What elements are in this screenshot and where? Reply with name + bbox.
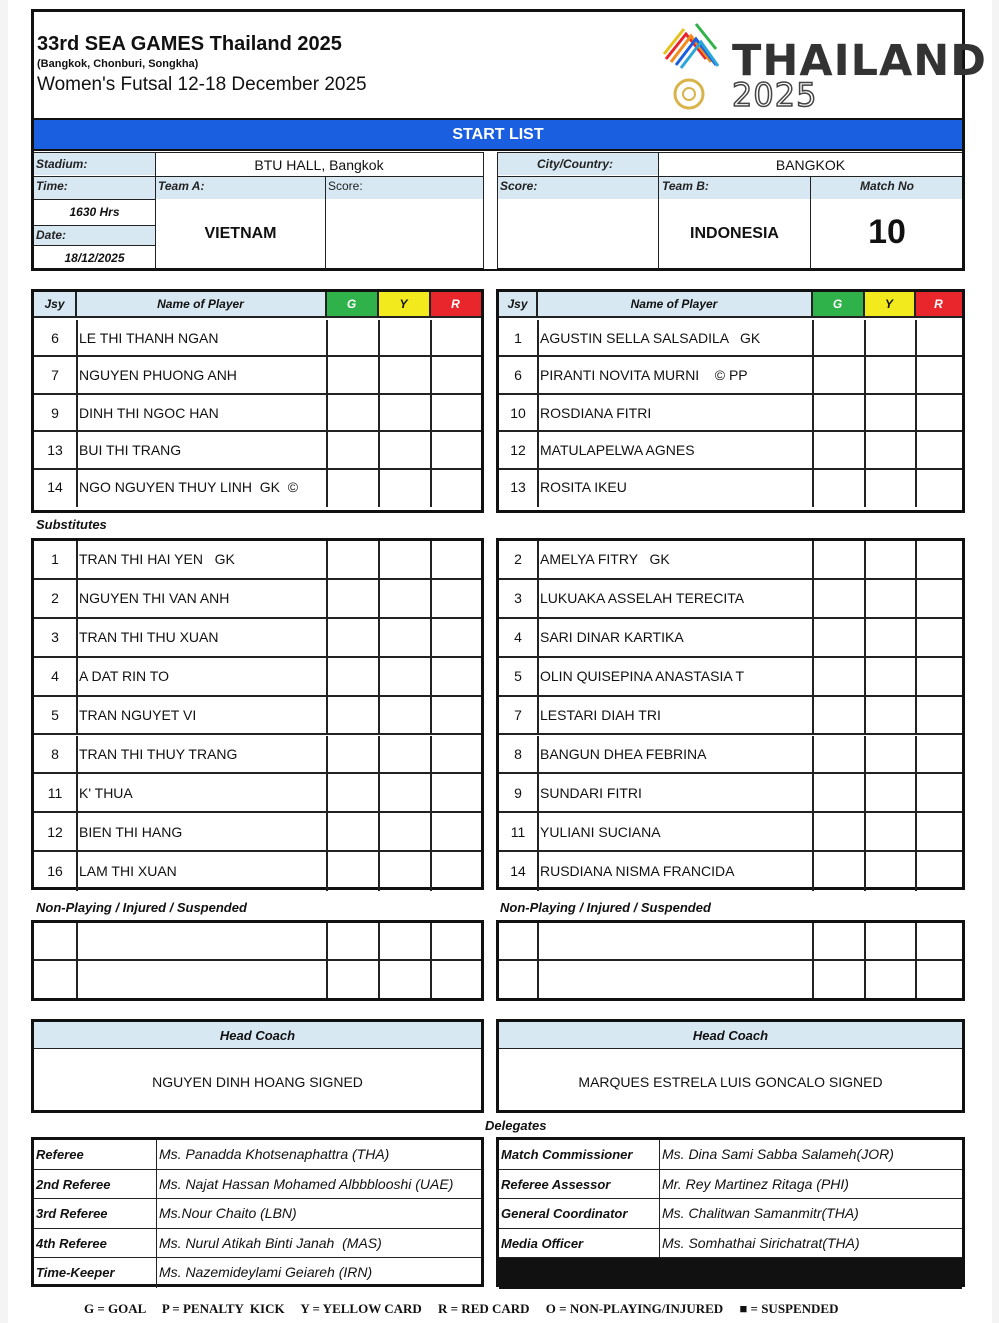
start-list-banner: START LIST <box>34 118 962 151</box>
team-a-sub-player-name: K' THUA <box>79 784 133 801</box>
team-a-starter-header-r: R <box>430 292 481 318</box>
team-b-sub-jersey-number: 7 <box>514 707 522 724</box>
team-a-sub-player-name: TRAN THI HAI YEN GK <box>79 551 235 568</box>
official-right-name: Ms. Chalitwan Samanmitr(THA) <box>662 1205 859 1222</box>
official-left-name: Ms. Panadda Khotsenaphattra (THA) <box>159 1146 390 1162</box>
team-a-sub-jersey-number: 3 <box>51 629 59 646</box>
team-b-sub-jersey-number: 4 <box>514 629 522 646</box>
team-a-starter-player-name: BUI THI TRANG <box>79 441 182 458</box>
logo-thailand-text: THAILAND <box>732 36 987 86</box>
team-a-starter-jersey-number: 13 <box>47 441 63 458</box>
team-a-sub-jersey-number: 16 <box>47 862 63 879</box>
delegates-label: Delegates <box>485 1118 547 1133</box>
team-a-sub-jersey-number: 11 <box>47 784 63 801</box>
team-b-starter-jersey-number: 1 <box>514 329 522 346</box>
official-right-role: Match Commissioner <box>501 1147 633 1162</box>
team-b-sub-player-name: SARI DINAR KARTIKA <box>540 629 684 646</box>
legend: G = GOAL P = PENALTY KICK Y = YELLOW CARD R = RED CARD O = NON-PLAYING/INJURED ■ = SUSPENDED <box>84 1301 839 1316</box>
team-a-sub-jersey-number: 5 <box>51 707 59 724</box>
official-right-role: Media Officer <box>501 1235 584 1251</box>
team-a-label-cell <box>156 177 483 199</box>
team-a-coach-box <box>31 1019 484 1113</box>
substitutes-label: Substitutes <box>36 517 107 532</box>
team-a-sub-player-name: BIEN THI HANG <box>79 823 183 840</box>
team-a-sub-jersey-number: 12 <box>47 823 63 840</box>
team-a-starter-player-name: NGUYEN PHUONG ANH <box>79 367 237 384</box>
official-left-name: Ms. Nurul Atikah Binti Janah (MAS) <box>159 1234 382 1251</box>
team-a-starter-player-name: LE THI THANH NGAN <box>79 329 219 346</box>
team-a-sub-player-name: NGUYEN THI VAN ANH <box>79 590 230 607</box>
team-b-nonplaying-row <box>499 923 962 961</box>
team-a-sub-player-name: A DAT RIN TO <box>79 668 169 685</box>
time-value: 1630 Hrs <box>69 205 120 219</box>
official-right-name: Ms. Dina Sami Sabba Salameh(JOR) <box>662 1146 894 1162</box>
team-b-starter-jersey-number: 12 <box>510 441 526 458</box>
official-right-blank-row <box>499 1258 962 1289</box>
team-b-label: Team B: <box>662 179 709 193</box>
official-left-name: Ms.Nour Chaito (LBN) <box>159 1205 297 1222</box>
team-a-label: Team A: <box>158 179 205 193</box>
official-left-name: Ms. Nazemideylami Geiareh (IRN) <box>159 1264 373 1281</box>
official-left-role: Time-Keeper <box>36 1265 115 1281</box>
team-b-starter-header-y: Y <box>864 292 915 318</box>
team-a-sub-player-name: TRAN THI THUY TRANG <box>79 745 238 762</box>
match-number: 10 <box>868 213 906 251</box>
city-label: City/Country: <box>537 157 613 171</box>
venues-subtitle: (Bangkok, Chonburi, Songkha) <box>37 58 199 70</box>
team-a-sub-player-name: TRAN NGUYET VI <box>79 707 197 724</box>
official-left-role: Referee <box>36 1147 84 1162</box>
team-a-coach-name: NGUYEN DINH HOANG SIGNED <box>152 1074 363 1090</box>
match-no-label: Match No <box>860 179 914 193</box>
team-b-sub-player-name: LESTARI DIAH TRI <box>540 707 661 724</box>
team-b-starter-player-name: AGUSTIN SELLA SALSADILA GK <box>540 329 761 346</box>
team-b-sub-jersey-number: 3 <box>514 590 522 607</box>
team-b-name: INDONESIA <box>690 225 779 242</box>
team-a-nonplaying-table <box>31 920 484 1001</box>
stadium-value: BTU HALL, Bangkok <box>254 157 384 173</box>
team-a-starter-header-y: Y <box>378 292 430 318</box>
team-b-starter-jersey-number: 6 <box>514 367 522 384</box>
stadium-label: Stadium: <box>36 157 88 171</box>
team-b-sub-player-name: BANGUN DHEA FEBRINA <box>540 745 707 762</box>
sea-games-logo-icon <box>656 14 726 114</box>
team-b-sub-player-name: SUNDARI FITRI <box>540 784 642 801</box>
team-a-nonplaying-row <box>34 923 481 961</box>
team-b-sub-player-name: AMELYA FITRY GK <box>540 551 670 568</box>
team-a-sub-jersey-number: 1 <box>51 551 59 568</box>
team-a-starter-jersey-number: 6 <box>51 329 59 346</box>
team-b-starter-player-name: ROSITA IKEU <box>540 479 627 496</box>
team-b-coach-label: Head Coach <box>692 1028 769 1043</box>
team-a-coach-label: Head Coach <box>219 1028 296 1043</box>
official-left-role: 2nd Referee <box>36 1176 111 1192</box>
team-b-starter-jersey-number: 13 <box>510 479 526 496</box>
team-a-subs-table <box>31 538 484 890</box>
team-b-coach-name: MARQUES ESTRELA LUIS GONCALO SIGNED <box>578 1074 883 1090</box>
team-a-starters-table <box>31 289 484 513</box>
team-a-nonplaying-label: Non-Playing / Injured / Suspended <box>36 900 247 915</box>
team-b-sub-jersey-number: 11 <box>510 823 526 840</box>
team-b-sub-jersey-number: 14 <box>510 862 526 879</box>
official-right-name: Ms. Somhathai Sirichatrat(THA) <box>662 1234 860 1251</box>
officials-left-table <box>31 1137 484 1287</box>
team-b-sub-jersey-number: 2 <box>514 551 522 568</box>
team-b-starter-player-name: MATULAPELWA AGNES <box>540 441 695 458</box>
team-b-sub-player-name: YULIANI SUCIANA <box>540 823 661 840</box>
time-label: Time: <box>36 179 68 193</box>
event-title: Women's Futsal 12-18 December 2025 <box>37 74 367 95</box>
team-a-sub-player-name: TRAN THI THU XUAN <box>79 629 219 646</box>
team-b-nonplaying-row <box>499 961 962 999</box>
team-a-starter-jersey-number: 9 <box>51 404 59 421</box>
team-b-starter-header-name: Name of Player <box>537 292 812 318</box>
team-a-sub-jersey-number: 2 <box>51 590 59 607</box>
team-a-starter-header-jsy: Jsy <box>34 292 76 318</box>
official-left-name: Ms. Najat Hassan Mohamed Albbblooshi (UAE) <box>159 1175 454 1192</box>
team-a-starter-player-name: DINH THI NGOC HAN <box>79 404 219 421</box>
official-left-role: 3rd Referee <box>36 1206 108 1222</box>
team-b-sub-jersey-number: 9 <box>514 784 522 801</box>
logo-year-text: 2025 <box>732 76 818 114</box>
team-b-sub-player-name: RUSDIANA NISMA FRANCIDA <box>540 862 735 879</box>
team-a-sub-player-name: LAM THI XUAN <box>79 862 177 879</box>
games-title: 33rd SEA GAMES Thailand 2025 <box>37 33 342 55</box>
official-left-role: 4th Referee <box>36 1235 107 1251</box>
officials-right-table <box>496 1137 965 1287</box>
date-value: 18/12/2025 <box>64 251 125 265</box>
official-right-role: Referee Assessor <box>501 1176 611 1192</box>
team-b-coach-box <box>496 1019 965 1113</box>
team-a-sub-jersey-number: 8 <box>51 745 59 762</box>
date-label: Date: <box>36 228 67 242</box>
team-b-nonplaying-label: Non-Playing / Injured / Suspended <box>500 900 711 915</box>
team-b-starter-header-g: G <box>812 292 864 318</box>
team-b-sub-player-name: LUKUAKA ASSELAH TERECITA <box>540 590 745 607</box>
score-a-label: Score: <box>328 179 363 193</box>
team-a-starter-jersey-number: 7 <box>51 367 59 384</box>
team-b-subs-table <box>496 538 965 890</box>
team-a-starter-player-name: NGO NGUYEN THUY LINH GK © <box>79 479 299 496</box>
official-right-role: General Coordinator <box>501 1206 628 1222</box>
team-b-starter-player-name: PIRANTI NOVITA MURNI © PP <box>540 367 748 384</box>
team-a-nonplaying-row <box>34 961 481 999</box>
score-b-label: Score: <box>500 179 538 193</box>
team-b-starter-jersey-number: 10 <box>510 404 526 421</box>
team-b-starter-header-r: R <box>915 292 962 318</box>
team-b-sub-jersey-number: 5 <box>514 668 522 685</box>
team-a-name: VIETNAM <box>204 225 277 242</box>
team-b-starter-player-name: ROSDIANA FITRI <box>540 404 652 421</box>
team-b-starters-table <box>496 289 965 513</box>
team-a-starter-header-g: G <box>326 292 378 318</box>
team-a-sub-jersey-number: 4 <box>51 668 59 685</box>
team-a-starter-header-name: Name of Player <box>76 292 326 318</box>
official-right-name: Mr. Rey Martinez Ritaga (PHI) <box>662 1175 849 1192</box>
team-b-sub-jersey-number: 8 <box>514 745 522 762</box>
team-b-starter-header-jsy: Jsy <box>499 292 537 318</box>
team-a-starter-jersey-number: 14 <box>47 479 63 496</box>
city-value: BANGKOK <box>775 157 846 173</box>
team-b-sub-player-name: OLIN QUISEPINA ANASTASIA T <box>540 668 745 685</box>
team-b-nonplaying-table <box>496 920 965 1001</box>
